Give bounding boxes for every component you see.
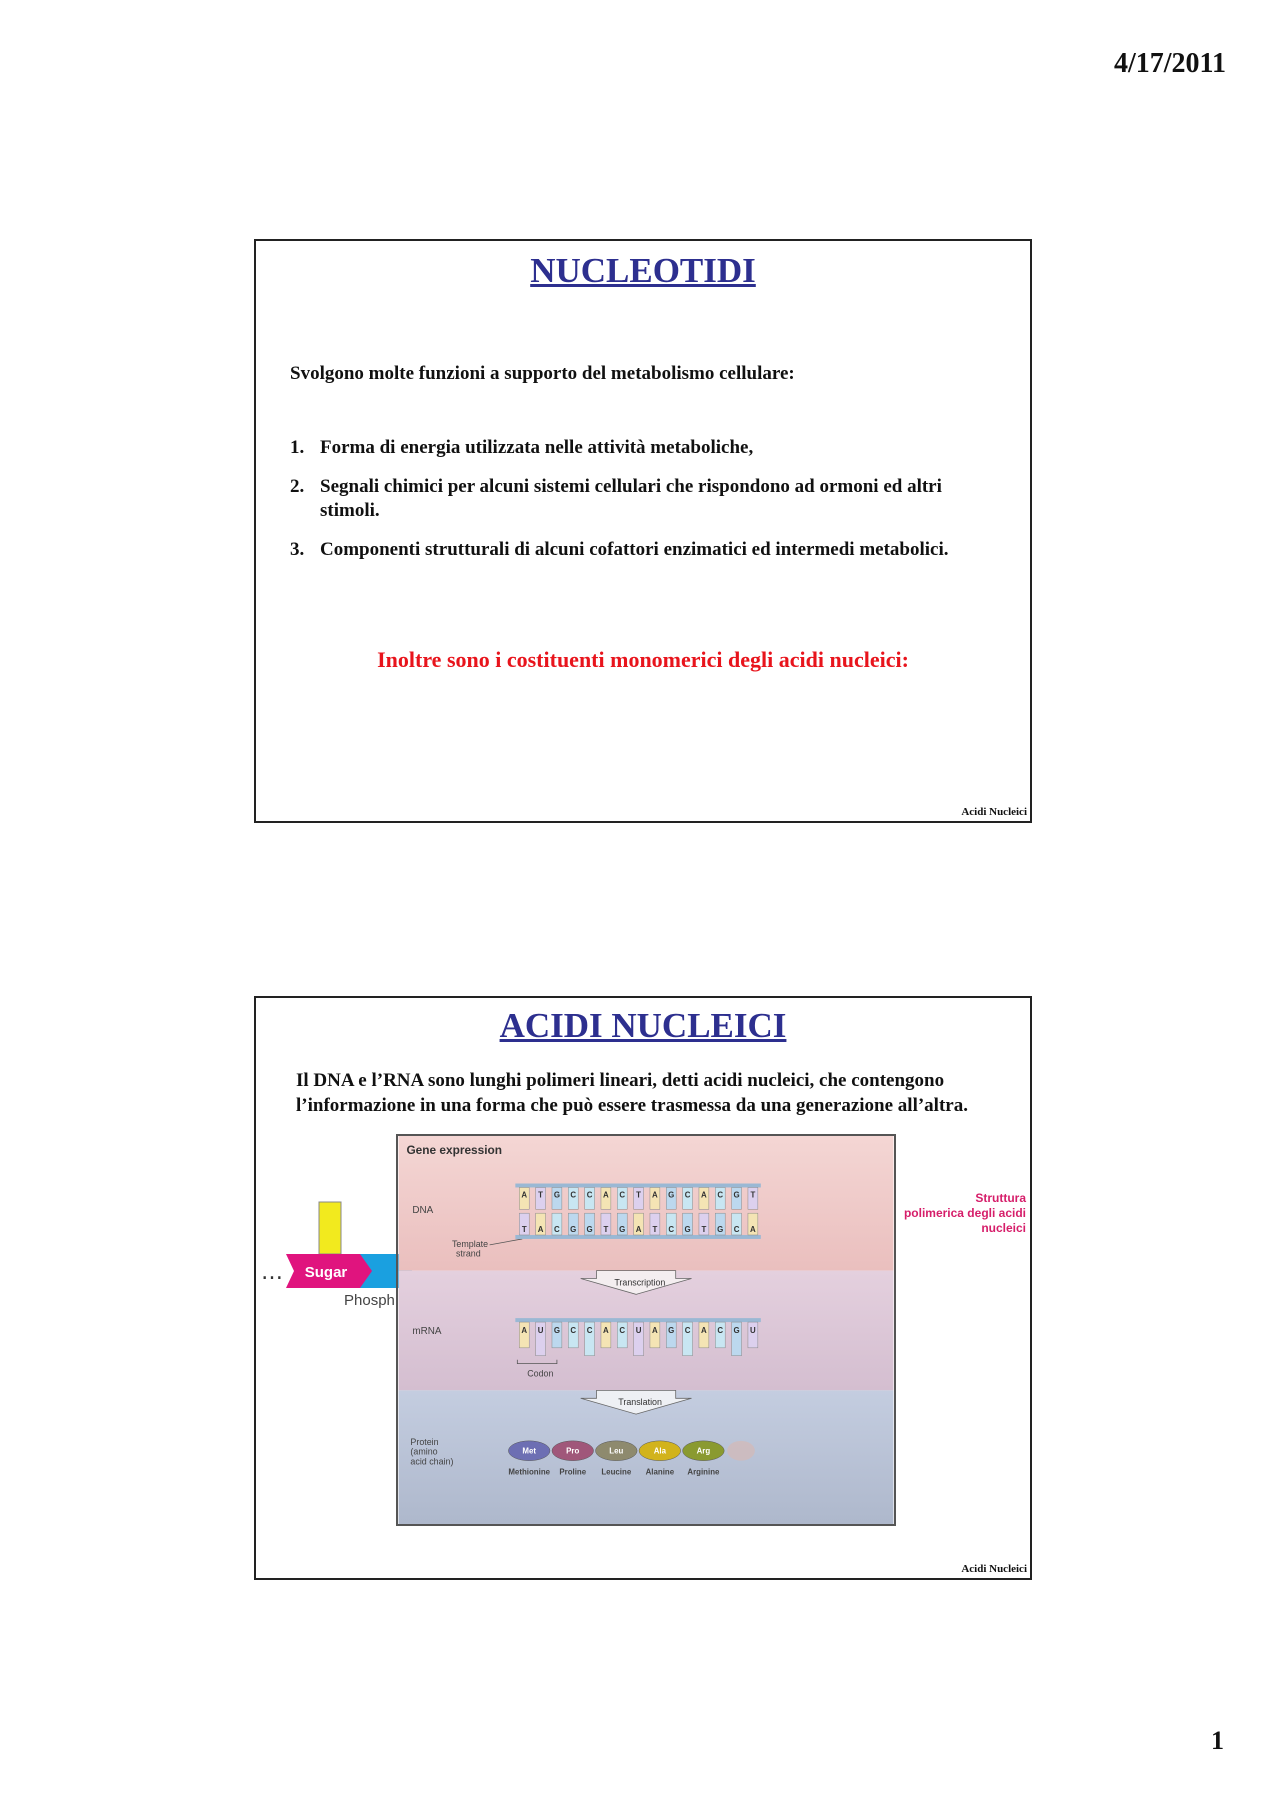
dna-base-letter: T xyxy=(652,1225,658,1235)
dna-base-letter: A xyxy=(635,1225,642,1235)
amino-acid-name: Arginine xyxy=(687,1467,720,1477)
dna-base-letter: A xyxy=(603,1190,609,1200)
slide-title: NUCLEOTIDI xyxy=(530,251,756,290)
dna-base-letter: C xyxy=(554,1225,560,1235)
slide-text: Il DNA e l’RNA sono lunghi polimeri lineari, detti acidi nucleici, che contengono l’informazione in una forma che può essere trasmessa da una generazione all’altra. xyxy=(296,1070,968,1116)
amino-acid-name: Proline xyxy=(559,1467,587,1477)
mrna-base-letter: U xyxy=(635,1325,642,1335)
sugar-phosphate-graphic xyxy=(256,1148,416,1298)
protein-label: (amino xyxy=(410,1446,438,1457)
list-text: Segnali chimici per alcuni sistemi cellulari che rispondono ad ormoni ed altri stimoli. xyxy=(320,476,942,521)
slide-acidi-nucleici xyxy=(254,996,1032,1580)
dna-base-letter: G xyxy=(619,1225,626,1235)
slide-title: ACIDI NUCLEICI xyxy=(499,1006,787,1045)
highlight-text: Inoltre sono i costituenti monomerici degli acidi nucleici: xyxy=(377,647,909,672)
dna-base-letter: A xyxy=(537,1225,544,1235)
amino-acid-abbr: Met xyxy=(522,1446,537,1456)
dna-base-letter: A xyxy=(521,1190,528,1200)
mrna-base-letter: C xyxy=(570,1325,577,1335)
amino-acid-name: Leucine xyxy=(601,1467,632,1477)
mrna-base-letter: G xyxy=(733,1325,740,1335)
list-number: 2. xyxy=(290,476,305,497)
protein-label: acid chain) xyxy=(410,1456,454,1467)
list-text: Forma di energia utilizzata nelle attività metaboliche, xyxy=(320,437,754,458)
dna-base-letter: A xyxy=(652,1190,658,1200)
mrna-base-letter: G xyxy=(668,1325,675,1335)
mrna-base-letter: U xyxy=(537,1325,544,1335)
phosphate-label: Phosph xyxy=(344,1292,395,1309)
slide-nucleotidi xyxy=(254,239,1032,823)
function-list xyxy=(290,436,990,577)
dna-top-backbone xyxy=(515,1184,760,1188)
list-item xyxy=(290,475,990,523)
slide-footer: Acidi Nucleici xyxy=(961,1563,1027,1575)
mrna-base-letter: C xyxy=(717,1325,724,1335)
struttura-line: Struttura xyxy=(975,1191,1026,1205)
dna-base-letter: T xyxy=(636,1190,641,1200)
struttura-line: polimerica degli acidi xyxy=(903,1206,1026,1220)
slide-footer: Acidi Nucleici xyxy=(961,806,1027,818)
list-item xyxy=(290,538,990,562)
dna-base-letter: G xyxy=(717,1225,724,1235)
dna-base-letter: C xyxy=(717,1190,724,1200)
dna-base-letter: G xyxy=(570,1225,577,1235)
dna-base-letter: T xyxy=(603,1225,609,1235)
dna-base-letter: C xyxy=(570,1190,577,1200)
mrna-base-letter: A xyxy=(603,1325,609,1335)
sugar-label: Sugar xyxy=(304,1264,348,1281)
struttura-line: nucleici xyxy=(981,1221,1026,1235)
mrna-base-letter: G xyxy=(553,1325,560,1335)
dna-base-letter: T xyxy=(750,1190,756,1200)
list-text: Componenti strutturali di alcuni cofattori enzimatici ed intermedi metabolici. xyxy=(320,539,949,560)
codon-label: Codon xyxy=(527,1368,554,1379)
mrna-base-letter: U xyxy=(750,1325,756,1335)
amino-acid-abbr: Ala xyxy=(653,1446,667,1456)
dna-base-letter: G xyxy=(684,1225,691,1235)
dna-bottom-backbone xyxy=(515,1235,760,1239)
amino-acid-abbr: Pro xyxy=(566,1446,580,1456)
dna-base-letter: C xyxy=(668,1225,675,1235)
amino-acid-abbr: Arg xyxy=(696,1446,711,1456)
dna-base-letter: G xyxy=(553,1190,560,1200)
dna-base-letter: C xyxy=(619,1190,626,1200)
template-label: Template xyxy=(452,1238,489,1249)
mrna-base-letter: C xyxy=(684,1325,691,1335)
slide-intro: Svolgono molte funzioni a supporto del metabolismo cellulare: xyxy=(290,363,795,384)
dna-base-letter: C xyxy=(586,1190,593,1200)
list-number: 3. xyxy=(290,539,305,560)
amino-acid-name: Alanine xyxy=(645,1467,675,1477)
dna-base-letter: A xyxy=(750,1225,756,1235)
dna-label: DNA xyxy=(412,1205,434,1217)
mrna-base-letter: A xyxy=(652,1325,658,1335)
mrna-base-letter: A xyxy=(521,1325,528,1335)
figure-title: Gene expression xyxy=(406,1142,503,1157)
mrna-base-letter: C xyxy=(586,1325,593,1335)
ellipsis-glyph: … xyxy=(261,1260,283,1285)
base-bar xyxy=(319,1202,341,1254)
mrna-base-letter: A xyxy=(701,1325,707,1335)
dna-base-letter: A xyxy=(701,1190,707,1200)
page-date: 4/17/2011 xyxy=(1113,48,1226,79)
amino-acid-name: Methionine xyxy=(508,1467,551,1477)
mrna-backbone xyxy=(515,1318,760,1322)
template-label: strand xyxy=(455,1248,481,1259)
amino-acid-fade xyxy=(727,1441,755,1461)
amino-acid-abbr: Leu xyxy=(609,1446,624,1456)
transcription-label: Transcription xyxy=(614,1277,666,1288)
list-item xyxy=(290,436,990,460)
dna-base-letter: G xyxy=(586,1225,593,1235)
struttura-caption xyxy=(884,1191,1026,1236)
dna-base-letter: T xyxy=(538,1190,544,1200)
mrna-label: mRNA xyxy=(412,1325,442,1337)
mrna-base-letter: C xyxy=(619,1325,626,1335)
dna-base-letter: T xyxy=(521,1225,527,1235)
gene-expression-figure xyxy=(396,1134,896,1526)
protein-label: Protein xyxy=(410,1436,439,1447)
dna-base-letter: C xyxy=(733,1225,740,1235)
list-number: 1. xyxy=(290,437,305,458)
dna-base-letter: G xyxy=(733,1190,740,1200)
translation-label: Translation xyxy=(618,1397,662,1408)
page-number: 1 xyxy=(1211,1726,1224,1755)
dna-base-letter: T xyxy=(701,1225,707,1235)
dna-base-letter: C xyxy=(684,1190,691,1200)
dna-base-letter: G xyxy=(668,1190,675,1200)
